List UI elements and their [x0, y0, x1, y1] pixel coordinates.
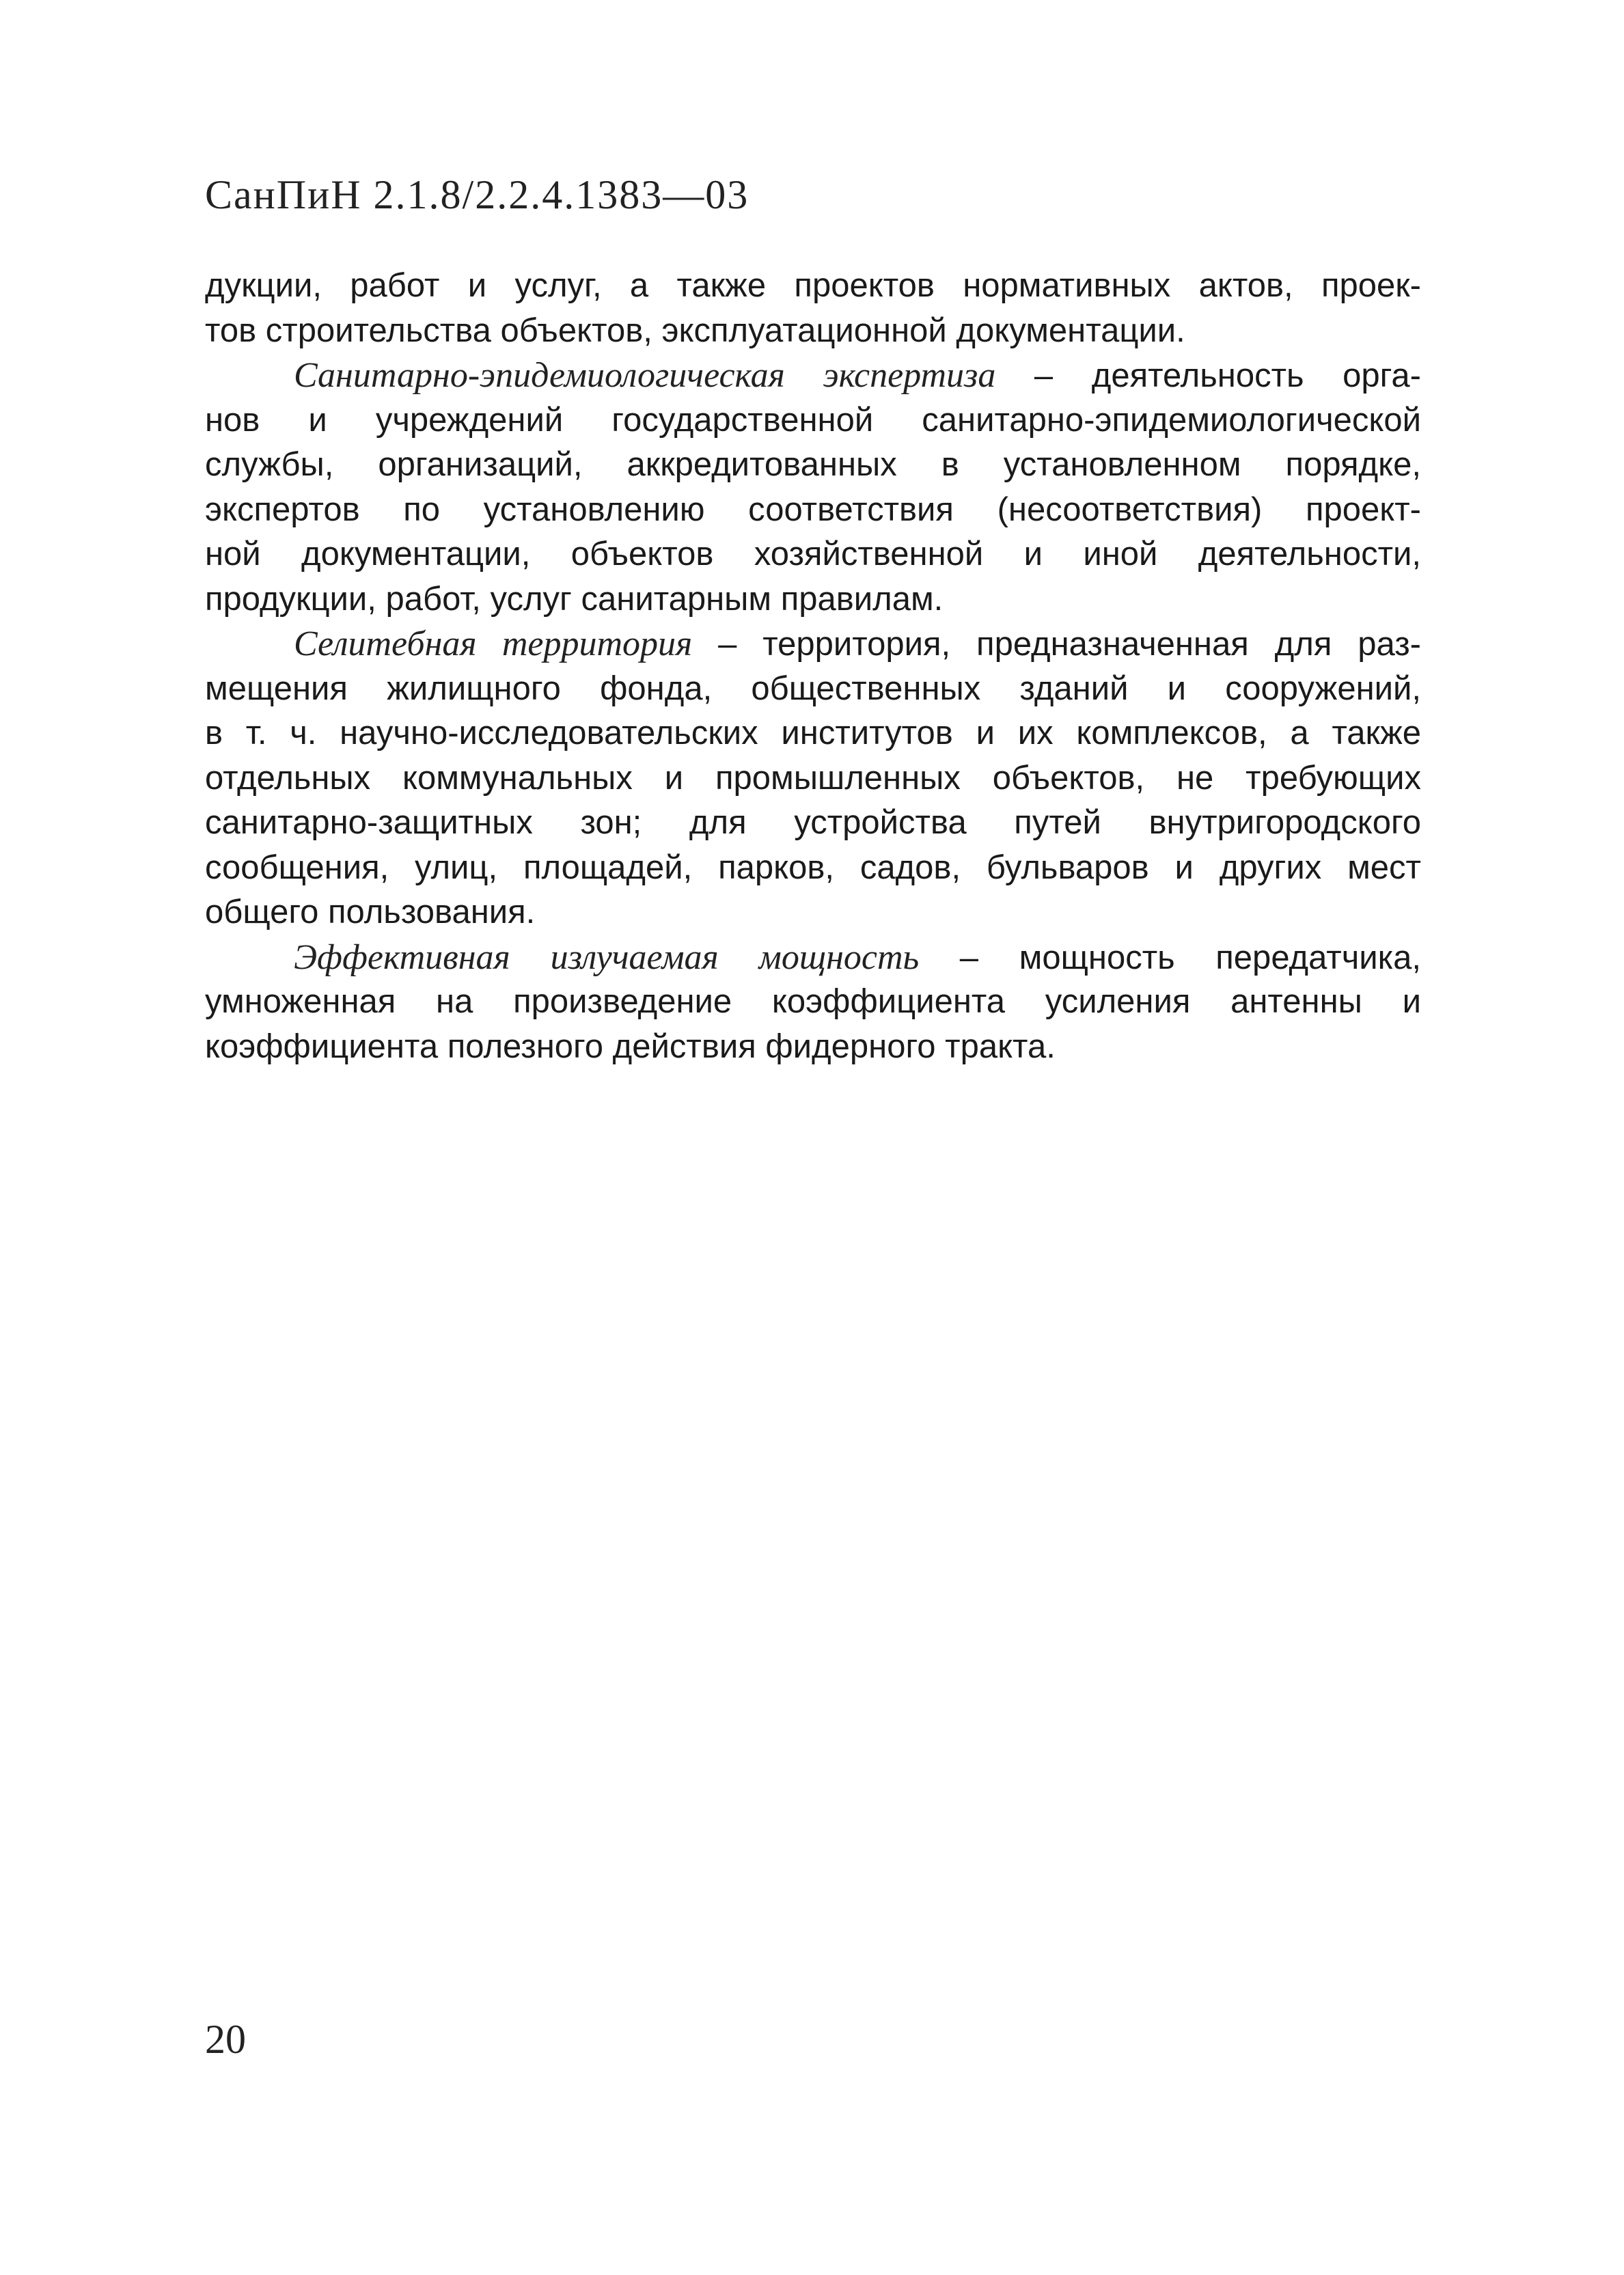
running-header-document-code: СанПиН 2.1.8/2.2.4.1383—03	[205, 172, 749, 217]
text-line: санитарно-защитных зон; для устройства путей внутригородского	[205, 804, 1421, 841]
definition-text: – мощность передатчика,	[919, 939, 1421, 976]
text-line: умноженная на произведение коэффициента усиления антенны и	[205, 983, 1421, 1020]
text-line: отдельных коммунальных и промышленных объектов, не требующих	[205, 759, 1421, 797]
definition-paragraph-residential-territory	[205, 622, 1421, 935]
text-line: дукции, работ и услуг, а также проектов нормативных актов, проек-	[205, 267, 1421, 304]
definition-text: – деятельность орга-	[995, 357, 1421, 394]
text-line: в т. ч. научно-исследовательских институтов и их комплексов, а также	[205, 715, 1421, 752]
text-line: общего пользования.	[205, 894, 536, 930]
intro-paragraph	[205, 264, 1421, 353]
definition-term: Санитарно-эпидемиологическая экспертиза	[294, 356, 996, 395]
definition-paragraph-radiated-power	[205, 935, 1421, 1070]
definition-first-line	[205, 622, 1421, 667]
definition-term: Эффективная излучаемая мощность	[294, 937, 920, 977]
text-line: тов строительства объектов, эксплуатационной документации.	[205, 312, 1185, 349]
text-line: сообщения, улиц, площадей, парков, садов, бульваров и других мест	[205, 849, 1421, 886]
text-line: коэффициента полезного действия фидерного тракта.	[205, 1028, 1056, 1065]
text-line: экспертов по установлению соответствия (несоответствия) проект-	[205, 491, 1421, 528]
text-line: ной документации, объектов хозяйственной и иной деятельности,	[205, 536, 1421, 573]
text-line: продукции, работ, услуг санитарным правилам.	[205, 580, 944, 618]
text-line: мещения жилищного фонда, общественных зданий и сооружений,	[205, 670, 1421, 707]
definition-first-line	[205, 353, 1421, 398]
page-number: 20	[205, 2017, 246, 2062]
body-text	[205, 264, 1421, 1069]
definition-first-line	[205, 935, 1421, 980]
definition-text: – территория, предназначенная для раз-	[692, 626, 1421, 663]
text-line: нов и учреждений государственной санитарно-эпидемиологической	[205, 401, 1421, 439]
definition-paragraph-expertise	[205, 353, 1421, 622]
definition-term: Селитебная территория	[294, 624, 693, 663]
text-line: службы, организаций, аккредитованных в установленном порядке,	[205, 446, 1421, 483]
